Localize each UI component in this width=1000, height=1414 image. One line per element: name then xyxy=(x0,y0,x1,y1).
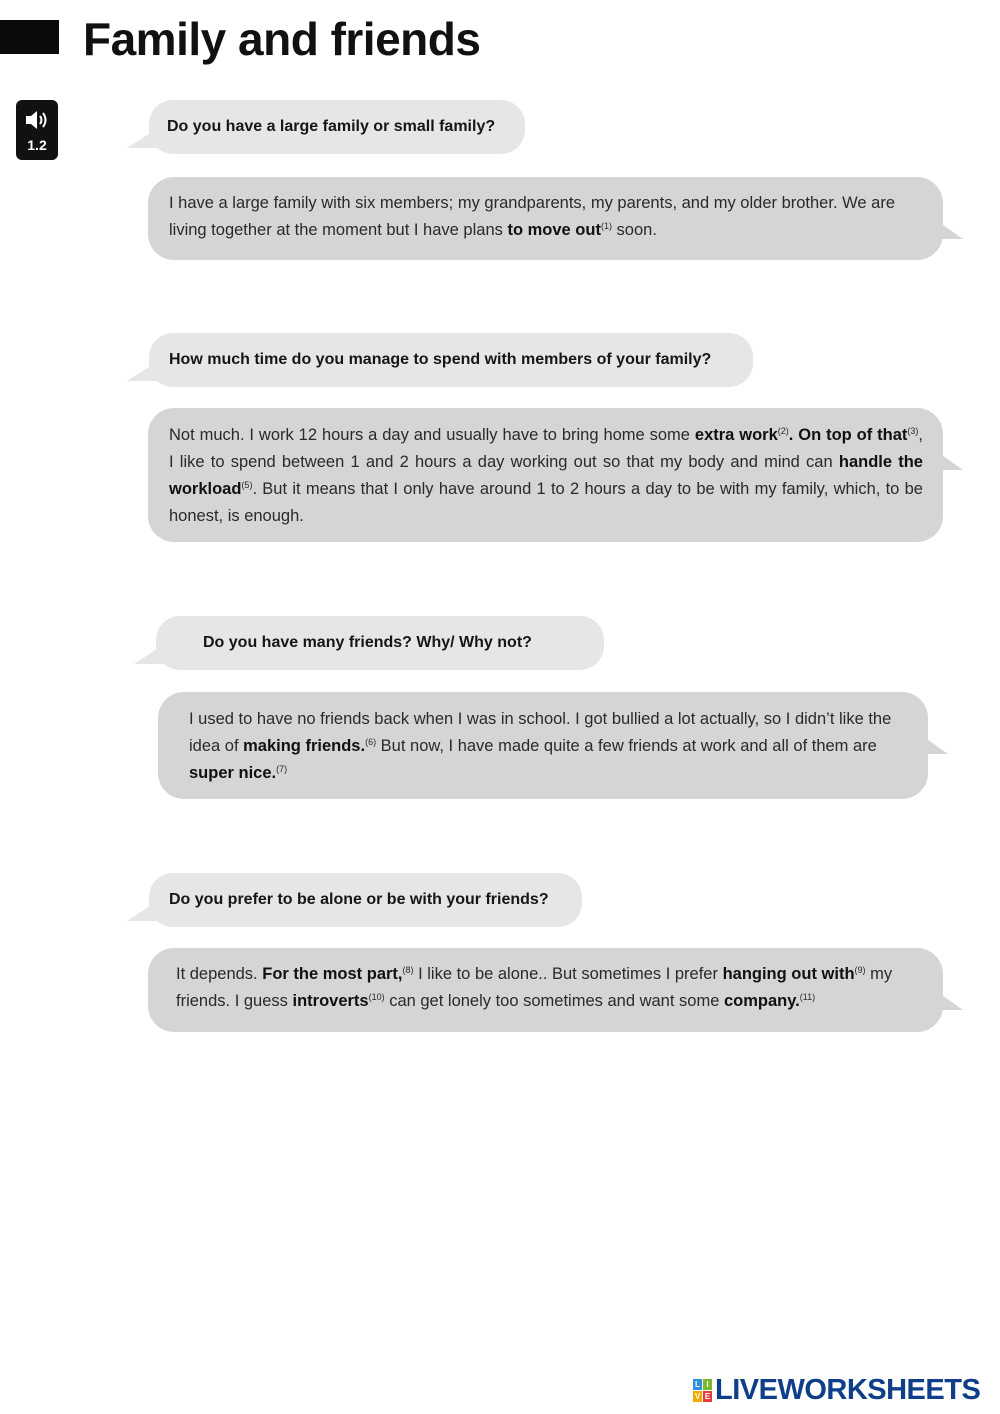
question-text: Do you have many friends? Why/ Why not? xyxy=(203,634,532,651)
speaker-icon xyxy=(25,108,51,132)
question-text: Do you have a large family or small family? xyxy=(167,118,496,135)
footnote-marker: (1) xyxy=(600,221,612,231)
page-title: Family and friends xyxy=(83,13,481,65)
footnote-marker: (7) xyxy=(276,764,288,774)
key-phrase: For the most part, xyxy=(262,965,403,983)
footnote-marker: (11) xyxy=(799,992,816,1002)
logo-letter: V xyxy=(694,1391,701,1401)
answer-bubble xyxy=(148,948,943,1032)
key-phrase: hanging out with xyxy=(722,965,855,983)
key-phrase: . On top of that xyxy=(788,426,908,444)
logo-letter: L xyxy=(693,1379,702,1390)
footnote-marker: (5) xyxy=(241,480,253,490)
footnote-marker: (3) xyxy=(907,426,919,436)
key-phrase: extra work xyxy=(694,426,778,444)
question-bubble xyxy=(149,100,525,154)
logo-letter: I xyxy=(703,1379,712,1390)
answer-bubble xyxy=(148,408,943,542)
logo-letter: E xyxy=(704,1391,711,1401)
footnote-marker: (10) xyxy=(368,992,385,1002)
answer-text: I used to have no friends back when I was in school. I got bullied a lot actually, so I didn’t like the idea of making friends.$^{(6)}$ But now, I have made quite a few friends at work and all of them are super nice.$^{(7)}$ xyxy=(189,710,892,782)
audio-track-button[interactable] xyxy=(16,100,58,160)
key-phrase: handle the workload xyxy=(169,453,923,498)
question-bubble xyxy=(149,873,582,927)
footnote-marker: (2) xyxy=(777,426,789,436)
answer-bubble xyxy=(148,177,943,260)
footnote-marker: (8) xyxy=(402,965,414,975)
answer-text: It depends. For the most part,$^{(8)}$ I like to be alone.. But sometimes I prefer hanging out with$^{(9)}$ my friends. I guess introverts$^{(10)}$ can get lonely too sometimes and want some company.$^{(11)}$ xyxy=(176,965,893,1010)
key-phrase: making friends. xyxy=(243,737,366,755)
key-phrase: introverts xyxy=(292,992,369,1010)
logo-text: LIVEWORKSHEETS xyxy=(715,1374,981,1406)
answer-bubble xyxy=(158,692,928,799)
audio-track-number: 1.2 xyxy=(27,137,47,153)
liveworksheets-logo xyxy=(693,1374,980,1407)
key-phrase: super nice. xyxy=(189,764,277,782)
answer-text: Not much. I work 12 hours a day and usually have to bring home some extra work$^{(2)}$. On top of that$^{(3)}$, I like to spend between 1 and 2 hours a day working out so that my body and mind can handle the workload$^{(5)}$. But it means that I only have around 1 to 2 hours a day to be with my family, which, to be honest, is enough. xyxy=(169,426,923,525)
key-phrase: company. xyxy=(723,992,800,1010)
footnote-marker: (6) xyxy=(365,737,377,747)
logo-mark-icon xyxy=(693,1379,713,1403)
answer-text: I have a large family with six members; my grandparents, my parents, and my older brother. We are living together at the moment but I have plans to move out$^{(1)}$ soon. xyxy=(169,194,895,239)
question-bubble xyxy=(156,616,604,670)
key-phrase: to move out xyxy=(507,221,601,239)
question-bubble xyxy=(149,333,753,387)
question-text: Do you prefer to be alone or be with your friends? xyxy=(169,891,549,908)
footnote-marker: (9) xyxy=(854,965,866,975)
question-text: How much time do you manage to spend with members of your family? xyxy=(169,351,712,368)
title-accent-bar xyxy=(0,20,59,54)
